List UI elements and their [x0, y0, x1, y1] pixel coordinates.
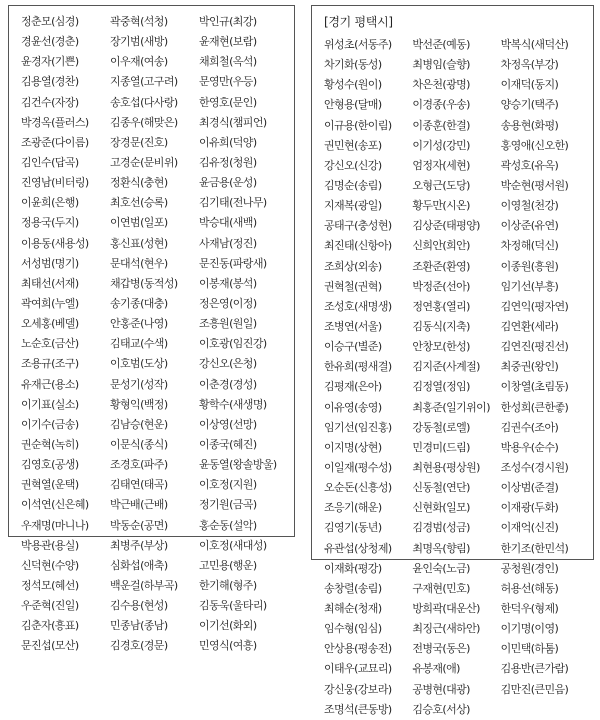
name-entry: 엄정자(세현): [412, 158, 470, 172]
name-entry: 이윤희(은행): [21, 196, 79, 210]
name-entry: 곽여희(누엘): [21, 296, 79, 310]
name-entry: 홍영애(신오한): [500, 138, 569, 152]
name-entry: 조명석(큰동방): [324, 702, 392, 716]
name-entry: 이유희(덕양): [199, 135, 257, 149]
name-entry: 정용국(두지): [21, 216, 79, 230]
name-entry: 김수용(현성): [110, 599, 168, 613]
name-entry: 박경옥(플러스): [21, 115, 89, 129]
name-entry: 이문식(종식): [110, 437, 168, 451]
name-entry: 허용선(해동): [500, 581, 559, 595]
name-entry: 최중권(왕인): [500, 360, 559, 374]
name-entry: 조경호(파주): [110, 458, 168, 472]
name-entry: 유봉재(애): [412, 662, 460, 676]
name-entry: 박용우(순수): [500, 440, 559, 454]
name-entry: 안형용(달매): [324, 98, 382, 112]
name-entry: 한기조(한민석): [500, 541, 569, 555]
name-entry: 김건수(자장): [21, 95, 79, 109]
name-entry: 박선준(예동): [412, 38, 470, 51]
name-entry: 이규용(한이림): [324, 118, 392, 132]
name-entry: 이기선(화외): [199, 619, 257, 633]
name-entry: 우준혁(진일): [21, 599, 79, 613]
name-entry: 김기태(전나무): [199, 196, 267, 210]
name-entry: 홍순동(설악): [199, 518, 257, 532]
name-entry: 차정옥(부강): [500, 58, 559, 72]
name-entry: 한덕우(형제): [500, 601, 559, 615]
name-entry: 김명순(송림): [324, 178, 382, 192]
name-entry: 안창모(한성): [412, 340, 470, 354]
name-entry: 문영만(우등): [199, 75, 257, 89]
name-entry: 송기종(대충): [110, 296, 168, 310]
name-entry: 권민현(송포): [324, 138, 382, 152]
name-entry: 이상범(준결): [500, 481, 559, 495]
name-entry: 이기표(실소): [21, 397, 79, 411]
name-entry: 이승구(별준): [324, 340, 382, 354]
name-entry: 윤인숙(노금): [412, 561, 470, 575]
name-entry: 지재복(광일): [324, 199, 382, 213]
name-entry: 조용규(조구): [21, 357, 79, 371]
name-entry: 정연홍(열리): [412, 299, 470, 313]
name-entry: 조희상(외송): [324, 259, 382, 273]
name-entry: 한유희(평새결): [324, 360, 392, 374]
name-entry: 박복식(새덕산): [500, 38, 569, 51]
name-entry: 이민택(하툼): [500, 642, 559, 656]
name-entry: 고경순(문비위): [110, 155, 178, 169]
name-entry: 김연익(평자연): [500, 299, 569, 313]
name-entry: 이연범(일포): [110, 216, 168, 230]
name-entry: 이호정(새대성): [199, 538, 267, 552]
name-entry: 황두만(시온): [412, 199, 470, 213]
name-entry: 송용현(화평): [500, 118, 559, 132]
name-entry: 최호선(승록): [110, 196, 168, 210]
name-entry: 김지준(사계절): [412, 360, 480, 374]
name-entry: 백운걸(하부곡): [110, 578, 178, 592]
name-entry: 장기범(새방): [110, 35, 168, 49]
name-entry: 이춘경(경성): [199, 377, 257, 391]
name-entry: 구재현(민호): [412, 581, 470, 595]
name-entry: 한영호(문인): [199, 95, 257, 109]
name-entry: 정은영(이정): [199, 296, 257, 310]
section-title: [경기 평택시]: [324, 15, 393, 29]
name-entry: 이태우(교묘리): [324, 662, 392, 676]
name-entry: 이유영(송영): [324, 400, 382, 414]
name-entry: 김유정(청원): [199, 155, 257, 169]
name-entry: 한기해(형주): [199, 578, 257, 592]
name-entry: 이종국(혜진): [199, 437, 257, 451]
name-entry: 홍신표(성현): [110, 236, 168, 250]
name-entry: 이영철(천강): [500, 199, 559, 213]
name-entry: 안상용(평송전): [324, 642, 392, 656]
name-entry: 심화섭(애축): [110, 558, 168, 572]
name-entry: 최홍준(일기위이): [412, 400, 490, 414]
name-entry: 민종남(종남): [110, 619, 168, 633]
name-entry: 최경식(챔피언): [199, 115, 267, 129]
name-entry: 김만진(큰민음): [500, 682, 569, 696]
name-entry: 이지명(상현): [324, 440, 382, 454]
name-entry: 박순현(평서원): [500, 178, 569, 192]
name-entry: 박정준(선아): [412, 279, 470, 293]
name-entry: 문진섭(모산): [21, 639, 79, 653]
name-entry: 조응기(해운): [324, 501, 382, 515]
name-entry: 유관섭(상청제): [324, 541, 392, 555]
name-entry: 이경종(우송): [412, 98, 470, 112]
name-entry: 신동철(연단): [412, 481, 470, 495]
name-entry: 윤경자(기쁜): [21, 55, 79, 69]
right-name-list-box: [311, 5, 594, 716]
name-entry: 채갑병(동적성): [110, 276, 178, 290]
name-entry: 이일재(평수성): [324, 460, 392, 474]
name-entry: 이상영(선망): [199, 417, 257, 431]
name-entry: 윤금용(운성): [199, 176, 257, 190]
name-entry: 경윤선(경춘): [21, 35, 79, 49]
name-entry: 오순돈(신흥성): [324, 481, 392, 495]
name-entry: 공청원(경인): [500, 561, 559, 575]
name-entry: 사재남(정진): [199, 236, 257, 250]
name-entry: 박동순(공면): [110, 518, 168, 532]
name-entry: 윤동열(왕솔방울): [199, 458, 277, 472]
name-entry: 김연환(세라): [500, 319, 559, 333]
name-entry: 최병임(슬향): [412, 58, 470, 72]
name-entry: 김권수(조아): [500, 420, 559, 434]
name-entry: 최명옥(향림): [412, 541, 470, 555]
name-entry: 신덕현(수양): [21, 558, 79, 572]
name-entry: 차기화(동성): [324, 58, 382, 72]
name-entry: 이석연(신은혜): [21, 498, 89, 512]
name-entry: 지종열(고구려): [110, 75, 178, 89]
name-entry: 김영호(공생): [21, 458, 79, 472]
name-entry: 정석모(혜선): [21, 578, 79, 592]
name-entry: 정환식(충현): [110, 176, 168, 190]
name-entry: 김태연(태곡): [110, 478, 168, 492]
name-entry: 이창열(초림동): [500, 380, 569, 394]
name-entry: 방희곽(대운산): [412, 601, 480, 615]
name-entry: 박승대(새백): [199, 216, 257, 230]
name-entry: 양승기(택주): [500, 98, 559, 112]
name-entry: 진영남(비터링): [21, 176, 89, 190]
name-entry: 조환준(환영): [412, 259, 470, 273]
name-entry: 김동식(지축): [412, 319, 470, 333]
name-entry: 최징근(새하안): [412, 622, 480, 636]
right-name-grid: [324, 35, 589, 720]
name-entry: 박인규(최강): [199, 15, 257, 28]
name-entry: 김경범(성금): [412, 521, 470, 535]
name-entry: 이봉재(봉석): [199, 276, 257, 290]
name-entry: 전병국(동은): [412, 642, 470, 656]
name-entry: 차정해(덕신): [500, 239, 559, 253]
name-entry: 채희철(옥석): [199, 55, 257, 69]
name-entry: 조병연(서울): [324, 319, 382, 333]
name-entry: 이호정(지원): [199, 478, 257, 492]
name-entry: 강신오(신강): [324, 158, 382, 172]
name-entry: 김용반(큰가람): [500, 662, 569, 676]
name-entry: 조성수(경시원): [500, 460, 569, 474]
name-entry: 이재덕(동지): [500, 78, 559, 92]
name-entry: 장경문(진호): [110, 135, 168, 149]
name-entry: 송창렬(송림): [324, 581, 382, 595]
name-entry: 정기원(금곡): [199, 498, 257, 512]
name-entry: 정춘모(심경): [21, 15, 79, 28]
name-entry: 문진동(파랑새): [199, 256, 267, 270]
name-entry: 최병주(부상): [110, 538, 168, 552]
name-entry: 권혁철(권혁): [324, 279, 382, 293]
name-entry: 고민용(행운): [199, 558, 257, 572]
name-entry: 김경호(경문): [110, 639, 168, 653]
name-entry: 이기성(강민): [412, 138, 470, 152]
name-entry: 김인수(답곡): [21, 155, 79, 169]
name-entry: 신희안(희안): [412, 239, 470, 253]
name-entry: 유재근(용소): [21, 377, 79, 391]
name-entry: 이기명(이영): [500, 622, 559, 636]
name-entry: 이기수(금송): [21, 417, 79, 431]
name-entry: 김용열(경찬): [21, 75, 79, 89]
name-entry: 김동욱(울타리): [199, 599, 267, 613]
name-entry: 강신웅(강보라): [324, 682, 392, 696]
name-entry: 권혁열(운택): [21, 478, 79, 492]
left-name-list-box: [8, 5, 295, 653]
name-entry: 김연진(평진선): [500, 340, 569, 354]
name-entry: 차은천(광명): [412, 78, 470, 92]
name-entry: 공병현(대광): [412, 682, 470, 696]
name-entry: 최진태(신항아): [324, 239, 392, 253]
name-entry: 최해순(청재): [324, 601, 382, 615]
name-entry: 김정열(정임): [412, 380, 470, 394]
name-entry: 우재명(마니나): [21, 518, 89, 532]
name-entry: 김상준(태평양): [412, 219, 480, 233]
name-entry: 오세홍(베델): [21, 317, 79, 331]
name-entry: 신현화(일모): [412, 501, 470, 515]
name-entry: 이호광(임진강): [199, 337, 267, 351]
name-entry: 김종우(해맞은): [110, 115, 178, 129]
name-entry: 서성범(명기): [21, 256, 79, 270]
name-entry: 김춘자(흥표): [21, 619, 79, 633]
name-entry: 이재억(신진): [500, 521, 559, 535]
name-entry: 문대석(현우): [110, 256, 168, 270]
name-entry: 임기선(임진홍): [324, 420, 392, 434]
name-entry: 권순혁(녹히): [21, 437, 79, 451]
name-entry: 한성희(큰한좋): [500, 400, 569, 414]
name-entry: 황학수(새생명): [199, 397, 267, 411]
name-entry: 민경미(드림): [412, 440, 470, 454]
name-entry: 김영기(동년): [324, 521, 382, 535]
name-entry: 민영식(여흥): [199, 639, 257, 653]
name-entry: 위성초(서동주): [324, 38, 392, 51]
name-entry: 박용관(용실): [21, 538, 79, 552]
name-entry: 곽중혁(석청): [110, 15, 168, 28]
name-entry: 박근배(근배): [110, 498, 168, 512]
name-entry: 최태선(서재): [21, 276, 79, 290]
name-entry: 최현용(평상원): [412, 460, 480, 474]
name-entry: 이우재(여송): [110, 55, 168, 69]
name-entry: 문성기(성작): [110, 377, 168, 391]
name-entry: 이호범(도상): [110, 357, 168, 371]
name-entry: 김승호(서상): [412, 702, 470, 716]
name-entry: 김남승(현운): [110, 417, 168, 431]
name-entry: 조광준(다이름): [21, 135, 89, 149]
name-entry: 조흥원(원일): [199, 317, 257, 331]
name-entry: 임기선(부흥): [500, 279, 559, 293]
name-entry: 이종원(흥원): [500, 259, 559, 273]
name-entry: 조성호(새명생): [324, 299, 392, 313]
name-entry: 송호섭(다사랑): [110, 95, 178, 109]
name-entry: 이종훈(한결): [412, 118, 470, 132]
name-entry: 오형근(도당): [412, 178, 470, 192]
name-entry: 이상준(유연): [500, 219, 559, 233]
name-entry: 황성수(원이): [324, 78, 382, 92]
name-entry: 임수형(임심): [324, 622, 382, 636]
name-entry: 이용동(새용성): [21, 236, 89, 250]
name-entry: 안홍준(나영): [110, 317, 168, 331]
name-entry: 윤재현(보람): [199, 35, 257, 49]
left-name-grid: [21, 12, 288, 657]
name-entry: 김태교(수색): [110, 337, 168, 351]
name-entry: 강신오(은청): [199, 357, 257, 371]
name-entry: 황형익(백정): [110, 397, 168, 411]
name-entry: 이재광(두화): [500, 501, 559, 515]
name-entry: 노순호(금산): [21, 337, 79, 351]
name-entry: 김평재(은아): [324, 380, 382, 394]
name-entry: 곽성호(유옥): [500, 158, 559, 172]
name-entry: 이재화(평강): [324, 561, 382, 575]
name-entry: 강동철(로엘): [412, 420, 470, 434]
name-entry: 공태구(충성현): [324, 219, 392, 233]
